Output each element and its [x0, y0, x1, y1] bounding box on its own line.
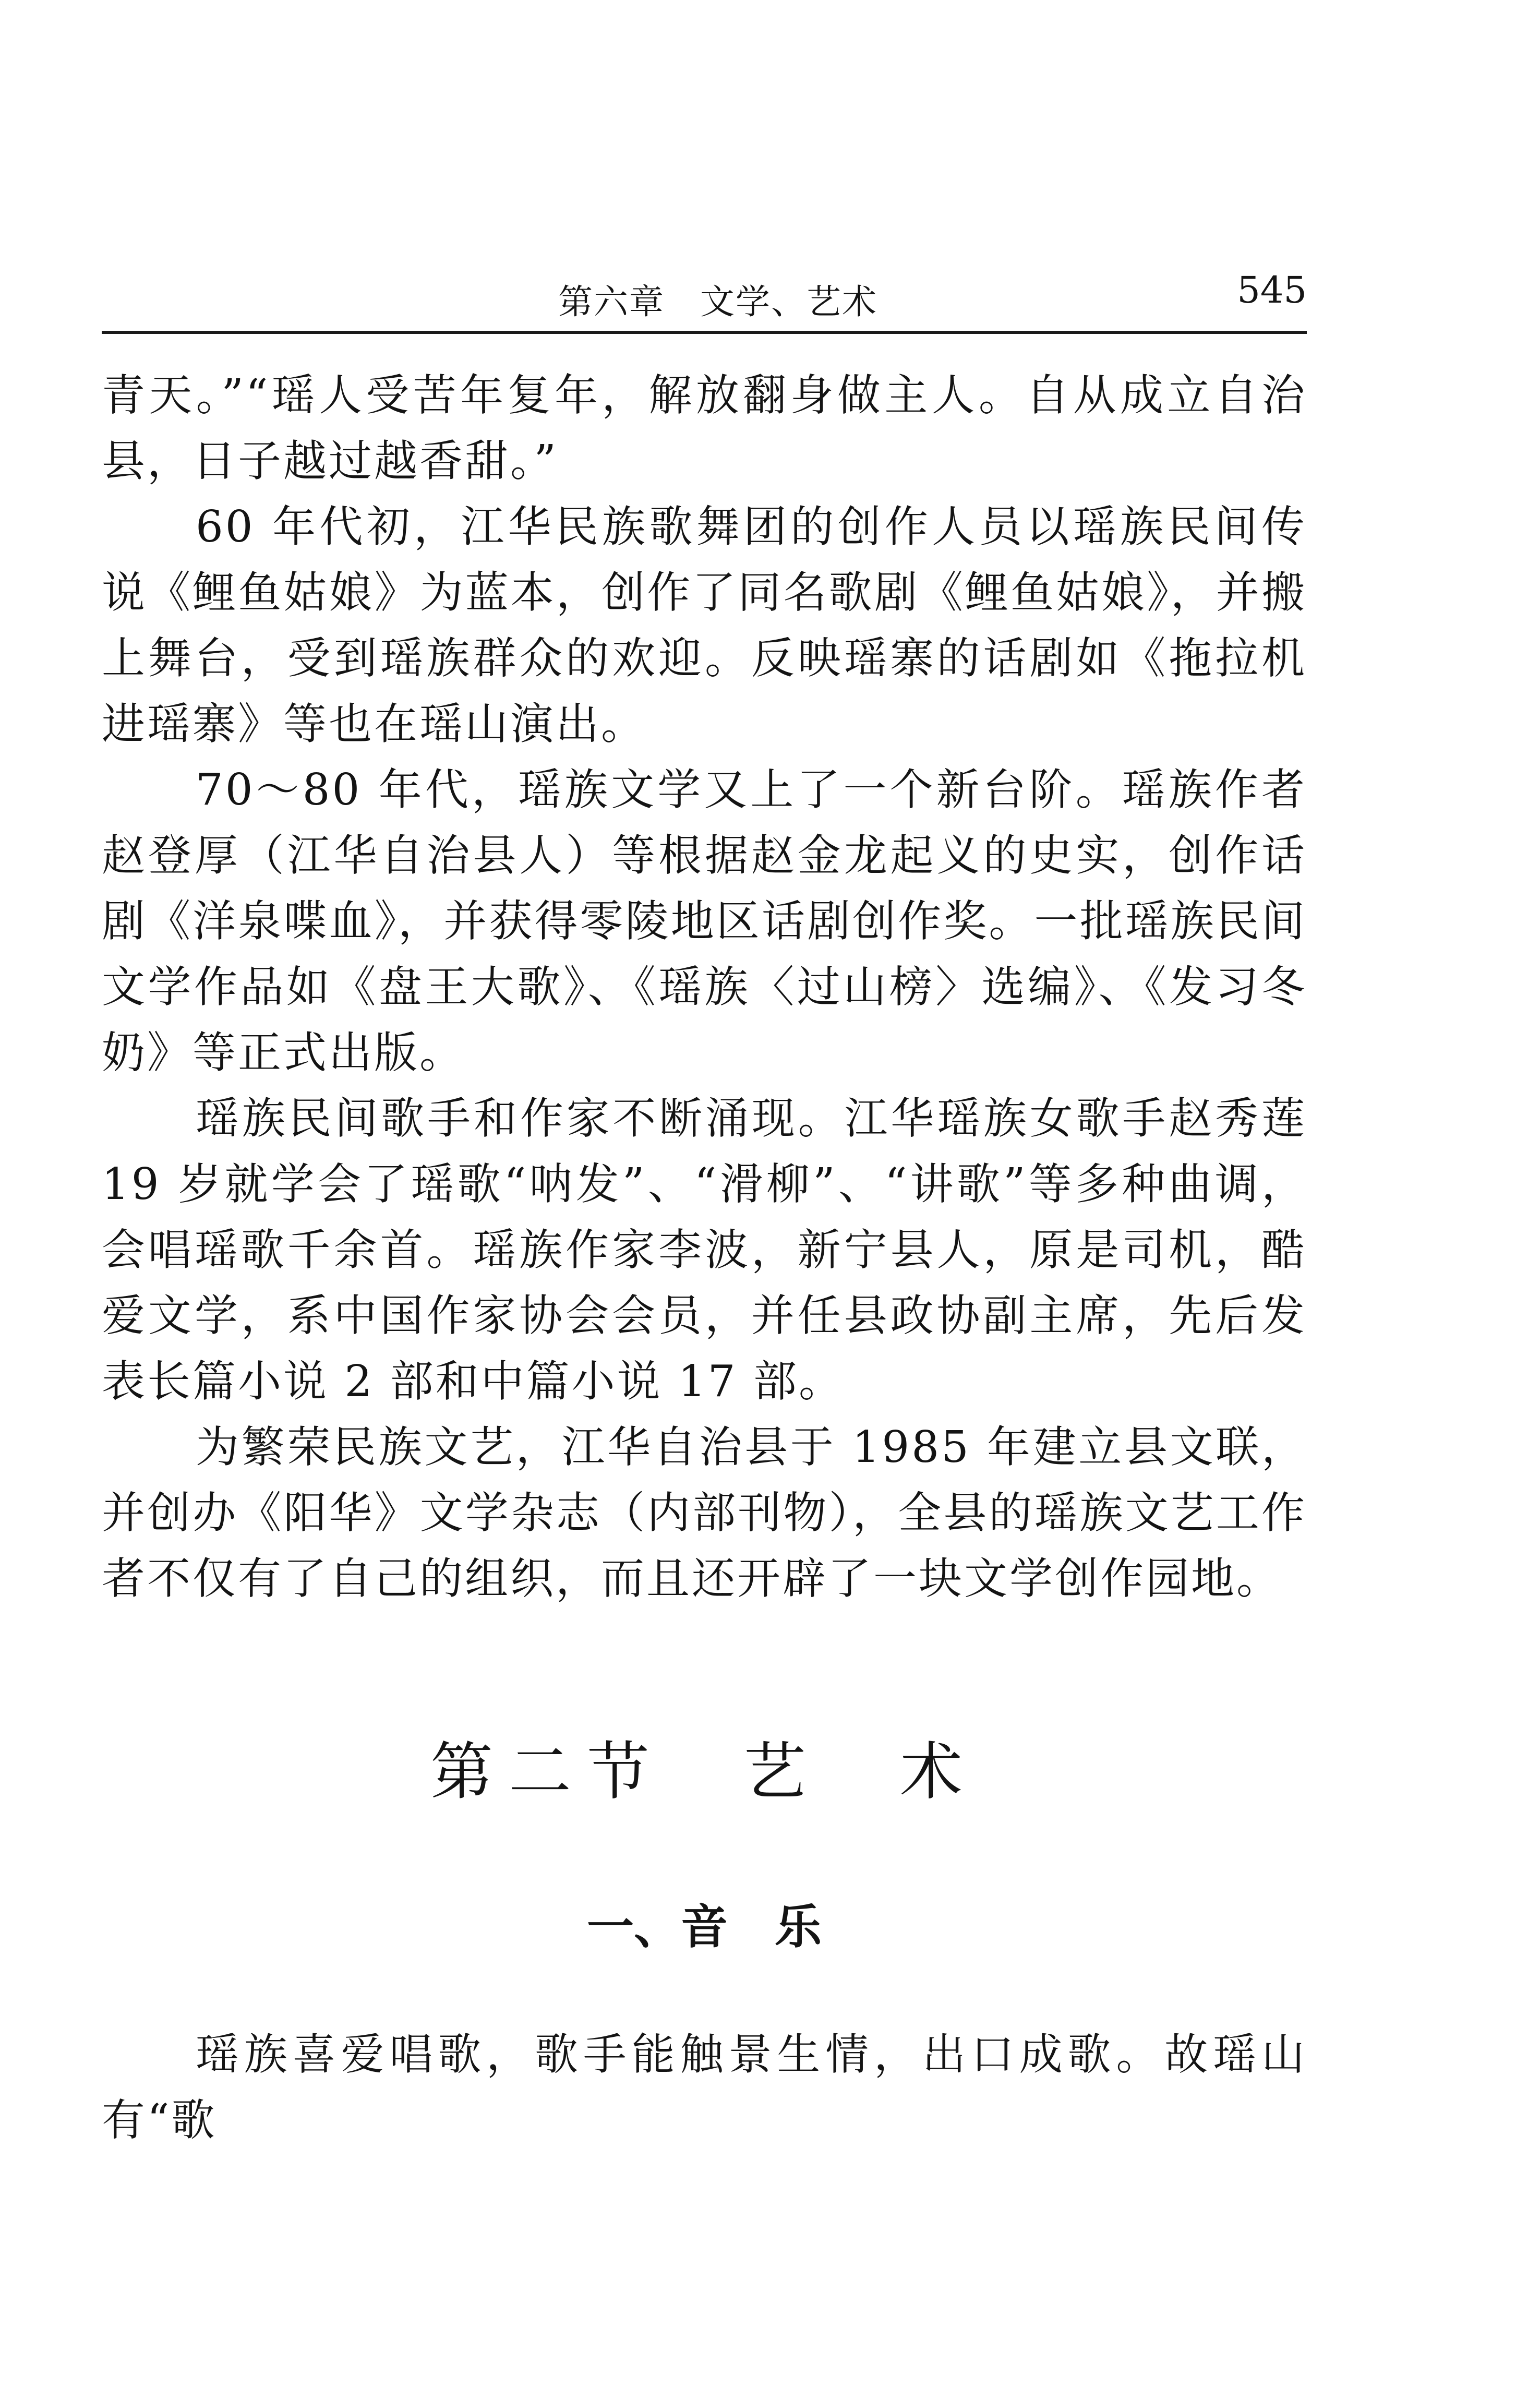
chapter-title: 第六章 文学、艺术: [558, 282, 877, 322]
subsection-heading: 一、音 乐: [587, 1900, 822, 1954]
page-number: 545: [1237, 269, 1307, 311]
paragraph-continued: 青天。”“瑶人受苦年复年，解放翻身做主人。自从成立自治县，日子越过越香甜。”: [102, 370, 1307, 486]
paragraph: 60 年代初，江华民族歌舞团的创作人员以瑶族民间传说《鲤鱼姑娘》为蓝本，创作了同名歌剧《鲤鱼姑娘》，并搬上舞台，受到瑶族群众的欢迎。反映瑶寨的话剧如《拖拉机进瑶寨》等也在瑶山演出。: [102, 501, 1307, 749]
running-header: [102, 269, 1307, 322]
paragraph: 70～80 年代，瑶族文学又上了一个新台阶。瑶族作者赵登厚（江华自治县人）等根据赵金龙起义的史实，创作话剧《洋泉喋血》，并获得零陵地区话剧创作奖。一批瑶族民间文学作品如《盘王大歌》、《瑶族〈过山榜〉选编》、《发习冬奶》等正式出版。: [102, 764, 1307, 1078]
body-text: [102, 363, 1307, 1612]
header-divider: [102, 331, 1307, 334]
section-heading: 第二节 艺 术: [430, 1736, 978, 1808]
paragraph: 为繁荣民族文艺，江华自治县于 1985 年建立县文联，并创办《阳华》文学杂志（内部刊物），全县的瑶族文艺工作者不仅有了自己的组织，而且还开辟了一块文学创作园地。: [102, 1422, 1307, 1604]
paragraph: 瑶族民间歌手和作家不断涌现。江华瑶族女歌手赵秀莲 19 岁就学会了瑶歌“呐发”、“滑柳”、“讲歌”等多种曲调，会唱瑶歌千余首。瑶族作家李波，新宁县人，原是司机，酷爱文学，系中国作家协会会员，并任县政协副主席，先后发表长篇小说 2 部和中篇小说 17 部。: [102, 1093, 1307, 1407]
paragraph: 瑶族喜爱唱歌，歌手能触景生情，出口成歌。故瑶山有“歌: [102, 2029, 1307, 2145]
